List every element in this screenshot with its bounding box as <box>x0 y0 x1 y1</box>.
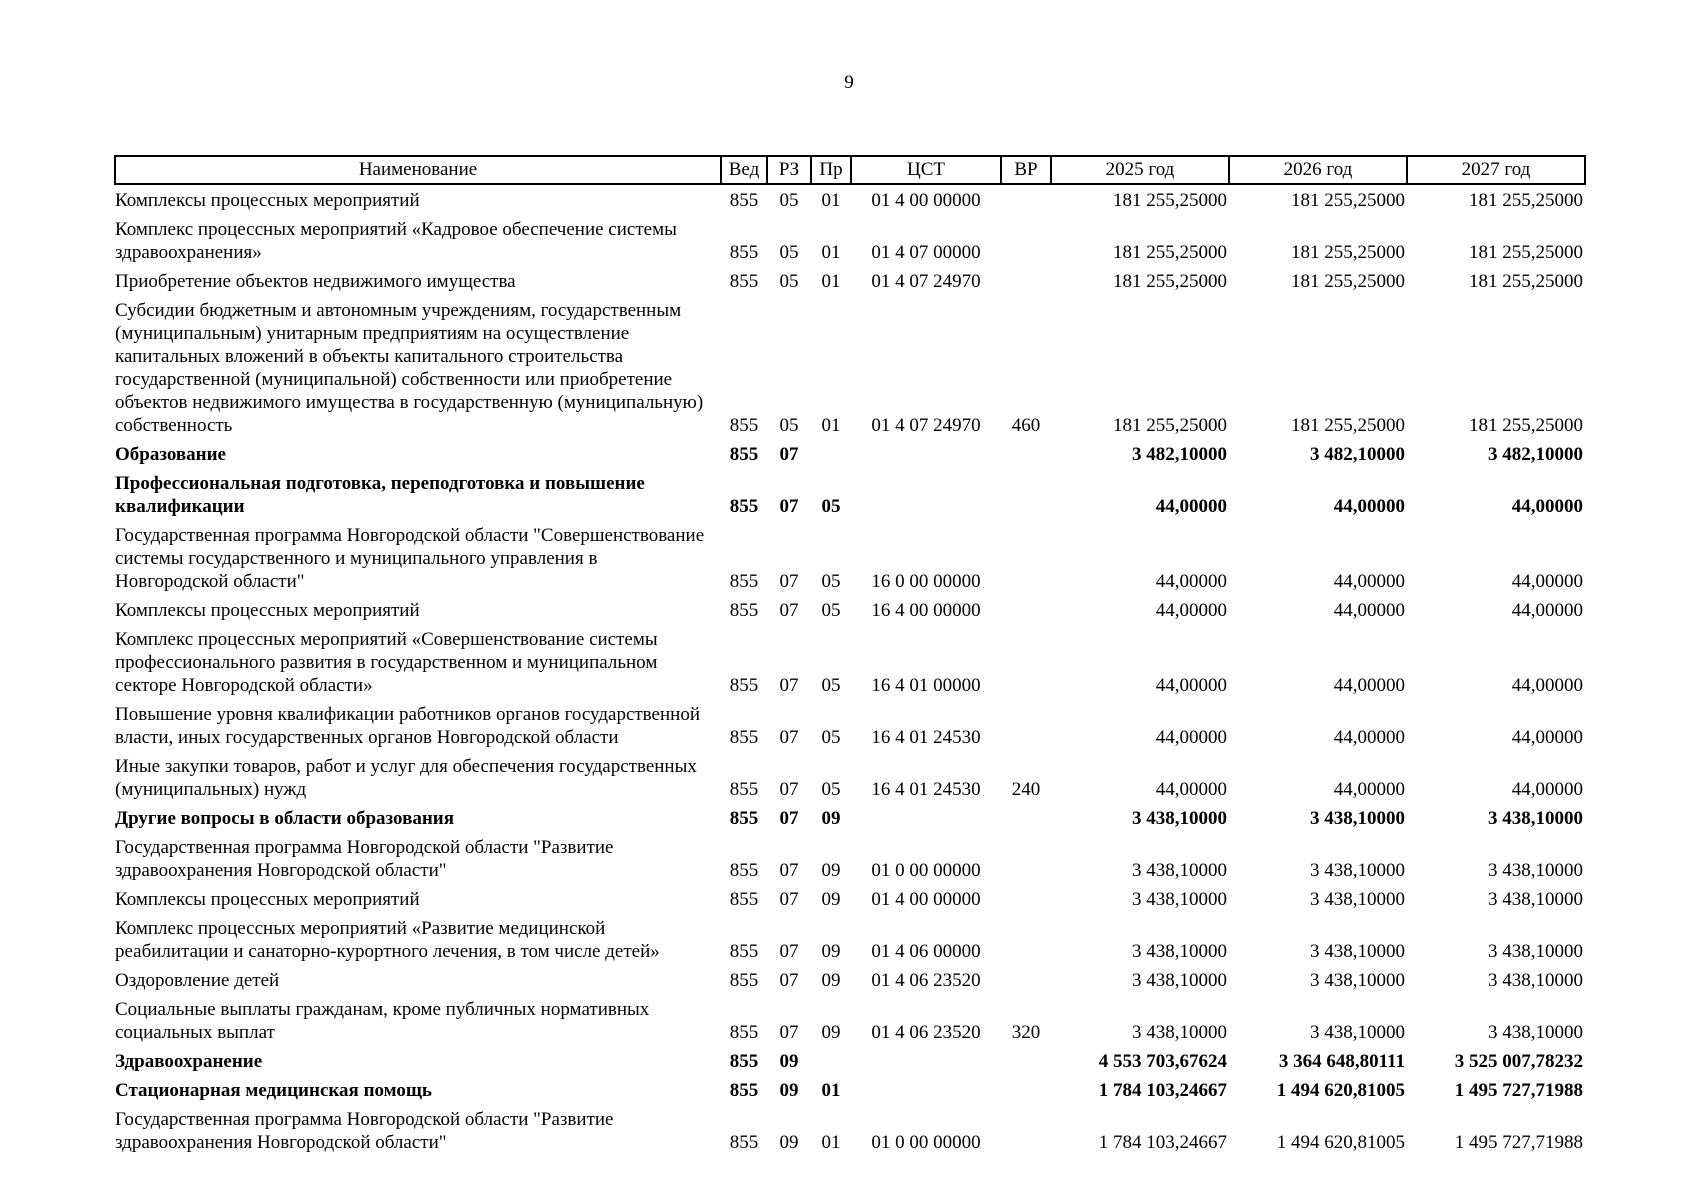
cell-rz: 07 <box>779 675 799 696</box>
cell-vr <box>1001 443 1051 472</box>
cell-rz: 07 <box>779 808 799 829</box>
cell-2027: 181 255,25000 <box>1469 415 1583 436</box>
table-row <box>115 184 1585 218</box>
cell-ved: 855 <box>729 1022 759 1043</box>
table-row <box>115 998 1585 1050</box>
cell-ved: 855 <box>729 1051 759 1072</box>
cell-vr <box>1001 917 1051 969</box>
cell-pr: 09 <box>821 889 841 910</box>
cell-name: Комплекс процессных мероприятий «Кадровое обеспечение системы здравоохранения» <box>115 219 677 263</box>
cell-ved: 855 <box>729 242 759 263</box>
cell-vr <box>1001 1108 1051 1160</box>
cell-2025: 181 255,25000 <box>1113 190 1227 211</box>
cell-vr: 240 <box>1011 779 1041 800</box>
cell-2025: 3 438,10000 <box>1132 1022 1227 1043</box>
cell-2025: 44,00000 <box>1155 727 1227 748</box>
cell-rz: 07 <box>779 941 799 962</box>
cell-2027: 3 482,10000 <box>1488 444 1583 465</box>
header-2026: 2026 год <box>1229 156 1407 184</box>
cell-2025: 3 438,10000 <box>1132 941 1227 962</box>
cell-2026: 44,00000 <box>1333 779 1405 800</box>
cell-cst: 01 4 07 24970 <box>871 271 981 292</box>
cell-cst <box>851 807 1001 836</box>
cell-cst: 01 0 00 00000 <box>871 1132 981 1153</box>
cell-cst: 16 4 01 24530 <box>871 779 981 800</box>
cell-2026: 1 494 620,81005 <box>1276 1132 1405 1153</box>
cell-2026: 3 438,10000 <box>1310 1022 1405 1043</box>
cell-name: Государственная программа Новгородской области "Развитие здравоохранения Новгородской области" <box>115 1109 614 1153</box>
budget-table <box>114 155 1586 1160</box>
cell-name: Оздоровление детей <box>115 970 280 991</box>
table-body <box>115 184 1585 1160</box>
cell-cst: 16 0 00 00000 <box>871 571 981 592</box>
cell-cst: 01 4 07 24970 <box>871 415 981 436</box>
cell-2026: 1 494 620,81005 <box>1276 1080 1405 1101</box>
cell-name: Комплексы процессных мероприятий <box>115 889 420 910</box>
header-2025: 2025 год <box>1051 156 1229 184</box>
cell-rz: 07 <box>779 970 799 991</box>
cell-2026: 44,00000 <box>1333 600 1405 621</box>
cell-pr: 09 <box>821 860 841 881</box>
cell-2026: 44,00000 <box>1333 571 1405 592</box>
cell-pr: 05 <box>821 496 841 517</box>
cell-name: Комплекс процессных мероприятий «Развитие медицинской реабилитации и санаторно-курортного лечения, в том числе детей» <box>115 918 660 962</box>
cell-ved: 855 <box>729 1080 759 1101</box>
cell-pr: 09 <box>821 808 841 829</box>
cell-2026: 3 438,10000 <box>1310 889 1405 910</box>
table-row <box>115 1050 1585 1079</box>
cell-2026: 3 438,10000 <box>1310 860 1405 881</box>
cell-ved: 855 <box>729 889 759 910</box>
cell-rz: 09 <box>779 1132 799 1153</box>
cell-rz: 05 <box>779 271 799 292</box>
cell-2025: 3 438,10000 <box>1132 889 1227 910</box>
cell-2027: 1 495 727,71988 <box>1454 1132 1583 1153</box>
cell-ved: 855 <box>729 941 759 962</box>
cell-2027: 3 438,10000 <box>1488 889 1583 910</box>
cell-pr: 05 <box>821 779 841 800</box>
cell-2025: 3 482,10000 <box>1132 444 1227 465</box>
cell-2026: 44,00000 <box>1333 727 1405 748</box>
header-vr: ВР <box>1001 156 1051 184</box>
cell-ved: 855 <box>729 1132 759 1153</box>
cell-rz: 07 <box>779 779 799 800</box>
cell-rz: 07 <box>779 444 799 465</box>
table-row <box>115 836 1585 888</box>
table-row <box>115 888 1585 917</box>
cell-pr: 01 <box>821 190 841 211</box>
cell-vr <box>1001 1079 1051 1108</box>
cell-vr: 460 <box>1011 415 1041 436</box>
cell-pr: 05 <box>821 571 841 592</box>
cell-ved: 855 <box>729 727 759 748</box>
cell-2026: 181 255,25000 <box>1291 242 1405 263</box>
cell-cst: 01 4 06 23520 <box>871 970 981 991</box>
cell-rz: 05 <box>779 415 799 436</box>
cell-2025: 44,00000 <box>1155 600 1227 621</box>
header-rz: РЗ <box>767 156 811 184</box>
cell-pr <box>811 443 851 472</box>
cell-vr <box>1001 807 1051 836</box>
cell-ved: 855 <box>729 271 759 292</box>
header-ved: Вед <box>721 156 767 184</box>
cell-ved: 855 <box>729 600 759 621</box>
cell-2025: 181 255,25000 <box>1113 415 1227 436</box>
table-row <box>115 270 1585 299</box>
table-row <box>115 1079 1585 1108</box>
cell-vr <box>1001 524 1051 599</box>
cell-2027: 44,00000 <box>1511 727 1583 748</box>
cell-ved: 855 <box>729 444 759 465</box>
cell-2025: 44,00000 <box>1155 675 1227 696</box>
cell-name: Образование <box>115 444 226 465</box>
cell-ved: 855 <box>729 571 759 592</box>
cell-2027: 3 438,10000 <box>1488 860 1583 881</box>
cell-name: Другие вопросы в области образования <box>115 808 455 829</box>
cell-vr <box>1001 270 1051 299</box>
cell-cst <box>851 472 1001 524</box>
cell-pr <box>811 1050 851 1079</box>
cell-2025: 3 438,10000 <box>1132 808 1227 829</box>
cell-2025: 44,00000 <box>1155 571 1227 592</box>
cell-name: Комплексы процессных мероприятий <box>115 190 420 211</box>
cell-name: Здравоохранение <box>115 1051 263 1072</box>
cell-2026: 44,00000 <box>1333 496 1405 517</box>
cell-2026: 181 255,25000 <box>1291 190 1405 211</box>
cell-2025: 1 784 103,24667 <box>1098 1080 1227 1101</box>
cell-rz: 07 <box>779 571 799 592</box>
cell-ved: 855 <box>729 970 759 991</box>
cell-pr: 01 <box>821 1132 841 1153</box>
cell-cst: 16 4 01 24530 <box>871 727 981 748</box>
cell-vr <box>1001 969 1051 998</box>
cell-vr <box>1001 472 1051 524</box>
cell-2027: 44,00000 <box>1511 600 1583 621</box>
cell-2026: 3 482,10000 <box>1310 444 1405 465</box>
cell-rz: 07 <box>779 860 799 881</box>
cell-rz: 07 <box>779 600 799 621</box>
cell-cst: 16 4 01 00000 <box>871 675 981 696</box>
cell-pr: 05 <box>821 727 841 748</box>
cell-2025: 4 553 703,67624 <box>1098 1051 1227 1072</box>
cell-vr <box>1001 836 1051 888</box>
cell-2027: 181 255,25000 <box>1469 242 1583 263</box>
cell-ved: 855 <box>729 808 759 829</box>
cell-cst: 01 4 00 00000 <box>871 190 981 211</box>
table-header <box>115 156 1585 184</box>
cell-2027: 1 495 727,71988 <box>1454 1080 1583 1101</box>
cell-2026: 181 255,25000 <box>1291 415 1405 436</box>
cell-2025: 181 255,25000 <box>1113 242 1227 263</box>
cell-2026: 181 255,25000 <box>1291 271 1405 292</box>
cell-name: Приобретение объектов недвижимого имущества <box>115 271 516 292</box>
cell-cst: 01 0 00 00000 <box>871 860 981 881</box>
cell-pr: 01 <box>821 1080 841 1101</box>
table-row <box>115 599 1585 628</box>
table-row <box>115 917 1585 969</box>
cell-vr <box>1001 1050 1051 1079</box>
cell-cst <box>851 1079 1001 1108</box>
cell-cst <box>851 1050 1001 1079</box>
cell-pr: 01 <box>821 242 841 263</box>
cell-vr <box>1001 599 1051 628</box>
cell-2026: 44,00000 <box>1333 675 1405 696</box>
cell-ved: 855 <box>729 675 759 696</box>
cell-name: Социальные выплаты гражданам, кроме публичных нормативных социальных выплат <box>115 999 650 1043</box>
cell-name: Комплекс процессных мероприятий «Совершенствование системы профессионального развития в государственном и муниципальном секторе Новгородской области» <box>115 629 658 696</box>
table-row <box>115 1108 1585 1160</box>
cell-pr: 09 <box>821 1022 841 1043</box>
cell-pr: 09 <box>821 970 841 991</box>
cell-rz: 07 <box>779 727 799 748</box>
cell-2027: 44,00000 <box>1511 779 1583 800</box>
cell-ved: 855 <box>729 860 759 881</box>
cell-2027: 44,00000 <box>1511 675 1583 696</box>
header-2027: 2027 год <box>1407 156 1585 184</box>
cell-2026: 3 364 648,80111 <box>1278 1051 1405 1072</box>
table-row <box>115 472 1585 524</box>
cell-2027: 181 255,25000 <box>1469 190 1583 211</box>
table-row <box>115 807 1585 836</box>
cell-2026: 3 438,10000 <box>1310 808 1405 829</box>
cell-vr <box>1001 703 1051 755</box>
cell-vr <box>1001 888 1051 917</box>
cell-pr: 01 <box>821 415 841 436</box>
table-row <box>115 524 1585 599</box>
cell-rz: 09 <box>779 1051 799 1072</box>
cell-2027: 3 438,10000 <box>1488 941 1583 962</box>
cell-2027: 181 255,25000 <box>1469 271 1583 292</box>
cell-rz: 09 <box>779 1080 799 1101</box>
cell-pr: 09 <box>821 941 841 962</box>
cell-2025: 181 255,25000 <box>1113 271 1227 292</box>
cell-2027: 3 438,10000 <box>1488 970 1583 991</box>
cell-2027: 3 525 007,78232 <box>1454 1051 1583 1072</box>
cell-ved: 855 <box>729 496 759 517</box>
cell-2025: 44,00000 <box>1155 779 1227 800</box>
cell-2027: 3 438,10000 <box>1488 808 1583 829</box>
cell-vr <box>1001 628 1051 703</box>
page-number: 9 <box>844 72 854 93</box>
table-row <box>115 218 1585 270</box>
cell-name: Стационарная медицинская помощь <box>115 1080 432 1101</box>
cell-2025: 44,00000 <box>1155 496 1227 517</box>
cell-rz: 05 <box>779 190 799 211</box>
table-row <box>115 443 1585 472</box>
cell-2027: 44,00000 <box>1511 496 1583 517</box>
table-row <box>115 299 1585 443</box>
cell-vr <box>1001 218 1051 270</box>
cell-2025: 1 784 103,24667 <box>1098 1132 1227 1153</box>
cell-name: Повышение уровня квалификации работников органов государственной власти, иных государственных органов Новгородской области <box>115 704 700 748</box>
cell-vr <box>1001 184 1051 218</box>
table-row <box>115 628 1585 703</box>
cell-2025: 3 438,10000 <box>1132 860 1227 881</box>
cell-name: Государственная программа Новгородской области "Совершенствование системы государственного и муниципального управления в Новгородской области" <box>115 525 705 592</box>
cell-rz: 07 <box>779 889 799 910</box>
cell-pr: 05 <box>821 675 841 696</box>
cell-pr: 01 <box>821 271 841 292</box>
cell-cst: 01 4 06 23520 <box>871 1022 981 1043</box>
cell-2027: 3 438,10000 <box>1488 1022 1583 1043</box>
header-name: Наименование <box>115 156 721 184</box>
table-row <box>115 755 1585 807</box>
table-row <box>115 969 1585 998</box>
cell-2026: 3 438,10000 <box>1310 941 1405 962</box>
cell-cst: 16 4 00 00000 <box>871 600 981 621</box>
table-row <box>115 703 1585 755</box>
cell-name: Комплексы процессных мероприятий <box>115 600 420 621</box>
cell-name: Государственная программа Новгородской области "Развитие здравоохранения Новгородской области" <box>115 837 614 881</box>
header-cst: ЦСТ <box>851 156 1001 184</box>
cell-rz: 07 <box>779 496 799 517</box>
header-pr: Пр <box>811 156 851 184</box>
cell-cst: 01 4 06 00000 <box>871 941 981 962</box>
cell-2026: 3 438,10000 <box>1310 970 1405 991</box>
cell-cst: 01 4 07 00000 <box>871 242 981 263</box>
cell-cst: 01 4 00 00000 <box>871 889 981 910</box>
cell-name: Иные закупки товаров, работ и услуг для обеспечения государственных (муниципальных) нужд <box>115 756 697 800</box>
cell-ved: 855 <box>729 190 759 211</box>
cell-2027: 44,00000 <box>1511 571 1583 592</box>
cell-vr: 320 <box>1011 1022 1041 1043</box>
cell-2025: 3 438,10000 <box>1132 970 1227 991</box>
cell-ved: 855 <box>729 415 759 436</box>
cell-name: Субсидии бюджетным и автономным учреждениям, государственным (муниципальным) унитарным предприятиям на осуществление капитальных вложений в объекты капитального строительства государственной (муниципальной) собственности или приобретение объектов недвижимого имущества в государственную (муниципальную) собственность <box>115 300 704 436</box>
cell-cst <box>851 443 1001 472</box>
cell-pr: 05 <box>821 600 841 621</box>
cell-rz: 05 <box>779 242 799 263</box>
cell-rz: 07 <box>779 1022 799 1043</box>
cell-ved: 855 <box>729 779 759 800</box>
cell-name: Профессиональная подготовка, переподготовка и повышение квалификации <box>115 473 645 517</box>
